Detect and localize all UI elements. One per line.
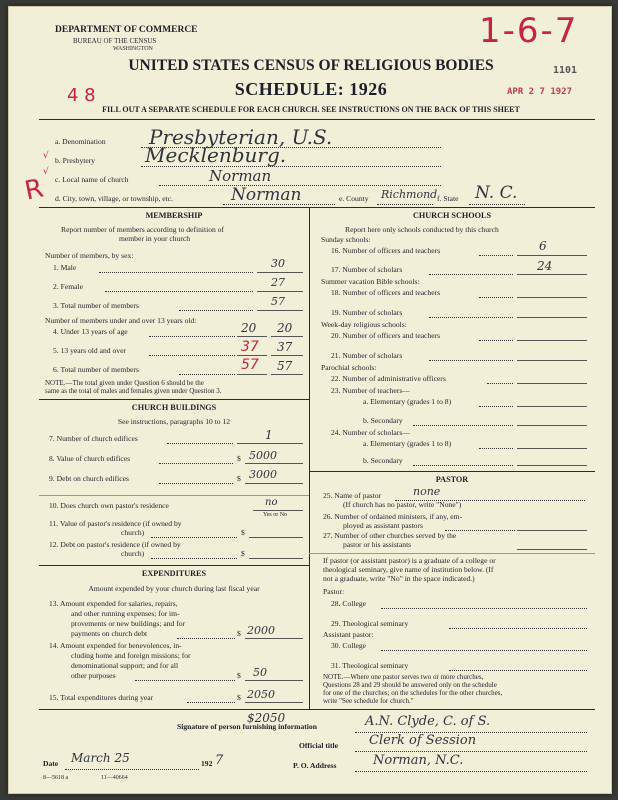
q6-line-b xyxy=(271,374,303,375)
q1-line xyxy=(257,272,303,273)
q30-line xyxy=(381,650,587,651)
pastor-rule xyxy=(309,471,595,472)
q19-label: 19. Number of scholars xyxy=(331,308,403,317)
q16-dots xyxy=(479,255,513,256)
q1-male-value: 30 xyxy=(271,257,285,270)
q19-line xyxy=(517,317,587,318)
header-rule xyxy=(39,119,595,120)
q2-female-label: 2. Female xyxy=(53,282,83,291)
q27-label-b: pastor or his assistants xyxy=(343,540,412,549)
pastor-note-1: NOTE.—Where one pastor serves two or more churches, xyxy=(323,673,484,681)
expenditures-sub: Amount expended by your church during last fiscal year xyxy=(88,584,260,593)
q10-value: no xyxy=(265,497,278,508)
q24a-dots xyxy=(479,448,513,449)
q2-female-value: 27 xyxy=(271,276,285,289)
membership-note-2: same as the total of males and females given under Question 3. xyxy=(45,387,222,395)
q14-label-c: denominational support; and for all xyxy=(71,661,179,670)
q8-label: 8. Value of church edifices xyxy=(49,454,131,463)
q14-dots xyxy=(135,680,235,681)
top-right-handwritten-code: 1-6-7 xyxy=(479,11,579,51)
address-value: Norman, N.C. xyxy=(373,753,464,768)
q14-label-b: cluding home and foreign missions; for xyxy=(71,651,191,660)
q19-dots xyxy=(429,317,513,318)
q13-label-d: payments on church debt xyxy=(71,629,148,638)
q27-label-a: 27. Number of other churches served by the xyxy=(323,531,457,540)
summer-schools-label: Summer vacation Bible schools: xyxy=(321,277,420,286)
q1-male-label: 1. Male xyxy=(53,263,77,272)
q14-value: 50 xyxy=(253,666,267,679)
print-number: 11—40664 xyxy=(101,775,128,781)
q29-line xyxy=(449,628,587,629)
city-label: d. City, town, village, or township, etc. xyxy=(55,194,174,203)
address-label: P. O. Address xyxy=(293,761,337,770)
q10-label: 10. Does church own pastor's residence xyxy=(49,501,169,510)
q13-label-a: 13. Amount expended for salaries, repairs, xyxy=(49,599,178,608)
q6-value-2: 57 xyxy=(277,359,293,373)
denomination-label: a. Denomination xyxy=(55,137,106,146)
tick-mark-c: √ xyxy=(43,167,49,177)
q18-dots xyxy=(479,297,513,298)
q11-dollar: $ xyxy=(241,528,245,537)
q12-line xyxy=(249,558,303,559)
q22-line xyxy=(517,383,587,384)
buildings-heading: CHURCH BUILDINGS xyxy=(131,403,217,412)
q15-line xyxy=(245,702,303,703)
state-line xyxy=(469,204,525,205)
date-value: March 25 xyxy=(71,751,130,765)
buildings-sub: See instructions, paragraphs 10 to 12 xyxy=(117,417,231,426)
q15-dots xyxy=(187,702,235,703)
q8-value: 5000 xyxy=(249,449,277,462)
pastor-subheading: Pastor: xyxy=(323,587,345,596)
tick-mark-b: √ xyxy=(43,151,49,161)
q23-label: 23. Number of teachers— xyxy=(331,386,410,395)
q4-value: 20 xyxy=(241,321,257,335)
pastor-note-3: for one of the churches; on the schedules for the other churches, xyxy=(323,689,503,697)
q24a-line xyxy=(517,448,587,449)
buildings-rule xyxy=(39,399,309,400)
q28-label: 28. College xyxy=(331,599,367,608)
membership-note-1: NOTE.—The total given under Question 6 should be the xyxy=(45,379,204,387)
q13-line xyxy=(245,638,303,639)
q15-value: 2050 xyxy=(247,688,275,701)
q7-dots xyxy=(167,443,233,444)
q9-value: 3000 xyxy=(249,468,277,481)
local-name-value: Norman xyxy=(209,167,272,185)
year-value: 7 xyxy=(215,753,224,768)
q24b-line xyxy=(517,465,587,466)
graduate-note-1: If pastor (or assistant pastor) is a graduate of a college or xyxy=(323,556,496,565)
q23b-dots xyxy=(413,425,513,426)
q18-label: 18. Number of officers and teachers xyxy=(331,288,441,297)
county-value: Richmond xyxy=(381,188,438,201)
graduate-note-3: not a graduate, write "No" in the space indicated.) xyxy=(323,574,475,583)
q13-label-c: provements or new buildings; and for xyxy=(71,619,186,628)
q8-dollar: $ xyxy=(237,454,241,463)
left-handwritten-number: 4 8 xyxy=(67,85,96,106)
q14-label-a: 14. Amount expended for benevolences, in- xyxy=(49,641,182,650)
margin-r-mark: R xyxy=(22,173,46,207)
received-date-stamp: APR 2 7 1927 xyxy=(507,87,573,97)
q17-value: 24 xyxy=(537,259,553,273)
q5-line-b xyxy=(271,355,303,356)
official-title-value: Clerk of Session xyxy=(369,733,477,748)
q7-value: 1 xyxy=(265,428,273,442)
q13-value: 2000 xyxy=(247,624,275,637)
year-prefix: 192 xyxy=(201,759,213,768)
q8-line xyxy=(245,463,303,464)
county-label: e. County xyxy=(339,194,369,203)
grid-center-rule xyxy=(309,207,310,709)
signature-value: A.N. Clyde, C. of S. xyxy=(365,714,491,729)
state-label: f. State xyxy=(437,194,459,203)
yes-no-caption: Yes or No xyxy=(263,512,288,518)
q9-line xyxy=(245,483,303,484)
sunday-schools-label: Sunday schools: xyxy=(321,235,371,244)
weekday-schools-label: Week-day religious schools: xyxy=(321,320,407,329)
q5-over-13-label: 5. 13 years old and over xyxy=(53,346,126,355)
q3-total-value: 57 xyxy=(271,295,285,308)
q24b-dots xyxy=(413,465,513,466)
q15-dollar: $ xyxy=(237,693,241,702)
pastor-divider xyxy=(309,553,595,554)
washington-label: WASHINGTON xyxy=(113,46,153,52)
pastor-note-4: write "See schedule for church." xyxy=(323,697,414,705)
q24b-label: b. Secondary xyxy=(363,456,403,465)
schools-intro: Report here only schools conducted by this church xyxy=(345,225,499,234)
presbytery-value: Mecklenburg. xyxy=(145,143,287,167)
date-label: Date xyxy=(43,759,59,768)
buildings-divider xyxy=(39,495,309,496)
q12-label-a: 12. Debt on pastor's residence (if owned by xyxy=(49,540,181,549)
q25-label: 25. Name of pastor xyxy=(323,491,382,500)
q17-line xyxy=(517,274,587,275)
q21-line xyxy=(517,360,587,361)
schools-heading: CHURCH SCHOOLS xyxy=(412,211,492,220)
q23a-line xyxy=(517,406,587,407)
q4-line-b xyxy=(271,336,303,337)
q26-line xyxy=(517,530,587,531)
stamp-code: 1101 xyxy=(553,65,578,76)
pastor-heading: PASTOR xyxy=(435,475,469,484)
q7-label: 7. Number of church edifices xyxy=(49,434,138,443)
pastor-note-2: Questions 28 and 29 should be answered only on the schedule xyxy=(323,681,497,689)
q4-dots xyxy=(149,336,235,337)
q3-total-label: 3. Total number of members xyxy=(53,301,140,310)
q20-label: 20. Number of officers and teachers xyxy=(331,331,441,340)
q16-line xyxy=(517,255,587,256)
expenditures-rule xyxy=(39,565,309,566)
parochial-schools-label: Parochial schools: xyxy=(321,363,377,372)
q13-dollar: $ xyxy=(237,629,241,638)
membership-intro-1: Report number of members according to definition of xyxy=(61,225,225,234)
q26-label-a: 26. Number of ordained ministers, if any, em- xyxy=(323,512,463,521)
q23a-label: a. Elementary (grades 1 to 8) xyxy=(363,397,452,406)
q12-dots xyxy=(151,558,237,559)
q25-note: (If church has no pastor, write "None") xyxy=(343,500,462,509)
q23b-line xyxy=(517,425,587,426)
q9-dots xyxy=(159,483,233,484)
q18-line xyxy=(517,297,587,298)
local-name-label: c. Local name of church xyxy=(55,175,129,184)
q11-line xyxy=(249,537,303,538)
q11-dots xyxy=(151,537,237,538)
department-name: DEPARTMENT OF COMMERCE xyxy=(55,25,198,35)
q5-value-2: 37 xyxy=(277,340,293,354)
q14-line xyxy=(245,680,303,681)
membership-intro-2: member in your church xyxy=(119,234,191,243)
q2-line xyxy=(257,291,303,292)
assistant-pastor-subheading: Assistant pastor: xyxy=(323,630,374,639)
signature-label: Signature of person furnishing information xyxy=(177,722,317,731)
denomination-value: Presbyterian, U.S. xyxy=(149,125,333,149)
q4-under-13-label: 4. Under 13 years of age xyxy=(53,327,128,336)
form-number: 8—5618 a xyxy=(43,775,69,781)
q23b-label: b. Secondary xyxy=(363,416,403,425)
q6-line-a xyxy=(237,374,267,375)
q2-dots xyxy=(105,291,253,292)
q6-value: 57 xyxy=(241,357,259,373)
q26-label-b: ployed as assistant pastors xyxy=(343,521,423,530)
instructions-line: FILL OUT A SEPARATE SCHEDULE FOR EACH CHURCH. SEE INSTRUCTIONS ON THE BACK OF THIS SHEET xyxy=(102,105,520,114)
q16-label: 16. Number of officers and teachers xyxy=(331,246,441,255)
q22-dots xyxy=(487,383,513,384)
census-schedule-sheet xyxy=(8,6,612,794)
q21-dots xyxy=(429,360,513,361)
address-line xyxy=(355,771,587,772)
members-by-sex-label: Number of members, by sex: xyxy=(45,251,134,260)
q10-line xyxy=(253,510,303,511)
q23a-dots xyxy=(479,406,513,407)
date-line xyxy=(65,769,199,770)
q12-dollar: $ xyxy=(241,549,245,558)
q5-value: 37 xyxy=(241,339,259,355)
q17-label: 17. Number of scholars xyxy=(331,265,403,274)
q9-label: 9. Debt on church edifices xyxy=(49,474,129,483)
q3-line xyxy=(257,310,303,311)
q8-dots xyxy=(159,463,233,464)
q7-line xyxy=(237,443,303,444)
q24-label: 24. Number of scholars— xyxy=(331,428,410,437)
q20-line xyxy=(517,340,587,341)
q31-label: 31. Theological seminary xyxy=(331,661,409,670)
official-title-label: Official title xyxy=(299,741,339,750)
q6-dots xyxy=(179,374,235,375)
graduate-note-2: theological seminary, give name of institution below. (If xyxy=(323,565,494,574)
membership-heading: MEMBERSHIP xyxy=(145,211,203,220)
q11-label-a: 11. Value of pastor's residence (if owned by xyxy=(49,519,182,528)
q16-value: 6 xyxy=(539,239,547,253)
q11-label-b: church) xyxy=(121,528,145,537)
q29-label: 29. Theological seminary xyxy=(331,619,409,628)
q30-label: 30. College xyxy=(331,641,367,650)
q15-label: 15. Total expenditures during year xyxy=(49,693,154,702)
bureau-name: BUREAU OF THE CENSUS xyxy=(73,37,157,45)
q13-dots xyxy=(177,638,235,639)
q5-line-a xyxy=(237,355,267,356)
q3-dots xyxy=(179,310,253,311)
county-line xyxy=(377,204,433,205)
q27-line xyxy=(517,549,587,550)
q21-label: 21. Number of scholars xyxy=(331,351,403,360)
grid-bottom-rule xyxy=(39,709,595,710)
q14-dollar: $ xyxy=(237,671,241,680)
q14-label-d: other purposes xyxy=(71,671,116,680)
q4-line-a xyxy=(237,336,267,337)
grid-top-rule xyxy=(39,207,595,208)
q28-line xyxy=(381,608,587,609)
presbytery-label: b. Presbytery xyxy=(55,156,96,165)
q9-dollar: $ xyxy=(237,474,241,483)
q12-label-b: church) xyxy=(121,549,145,558)
city-value: Norman xyxy=(231,185,302,205)
q31-line xyxy=(449,670,587,671)
q13-label-b: and other running expenses; for im- xyxy=(71,609,180,618)
q1-dots xyxy=(99,272,253,273)
q5-dots xyxy=(149,355,235,356)
q17-dots xyxy=(429,274,513,275)
q25-value: none xyxy=(413,485,441,498)
official-title-line xyxy=(355,751,587,752)
schedule-title: SCHEDULE: 1926 xyxy=(234,79,388,99)
state-value: N. C. xyxy=(475,183,518,203)
q4-value-2: 20 xyxy=(277,321,293,335)
expenditures-heading: EXPENDITURES xyxy=(141,569,207,578)
q22-label: 22. Number of administrative officers xyxy=(331,374,446,383)
form-title: UNITED STATES CENSUS OF RELIGIOUS BODIES xyxy=(128,57,494,74)
q6-total-label: 6. Total number of members xyxy=(53,365,140,374)
q24a-label: a. Elementary (grades 1 to 8) xyxy=(363,439,452,448)
age-heading: Number of members under and over 13 years old: xyxy=(45,316,197,325)
q20-dots xyxy=(479,340,513,341)
q15-value-restated: $2050 xyxy=(247,711,286,725)
